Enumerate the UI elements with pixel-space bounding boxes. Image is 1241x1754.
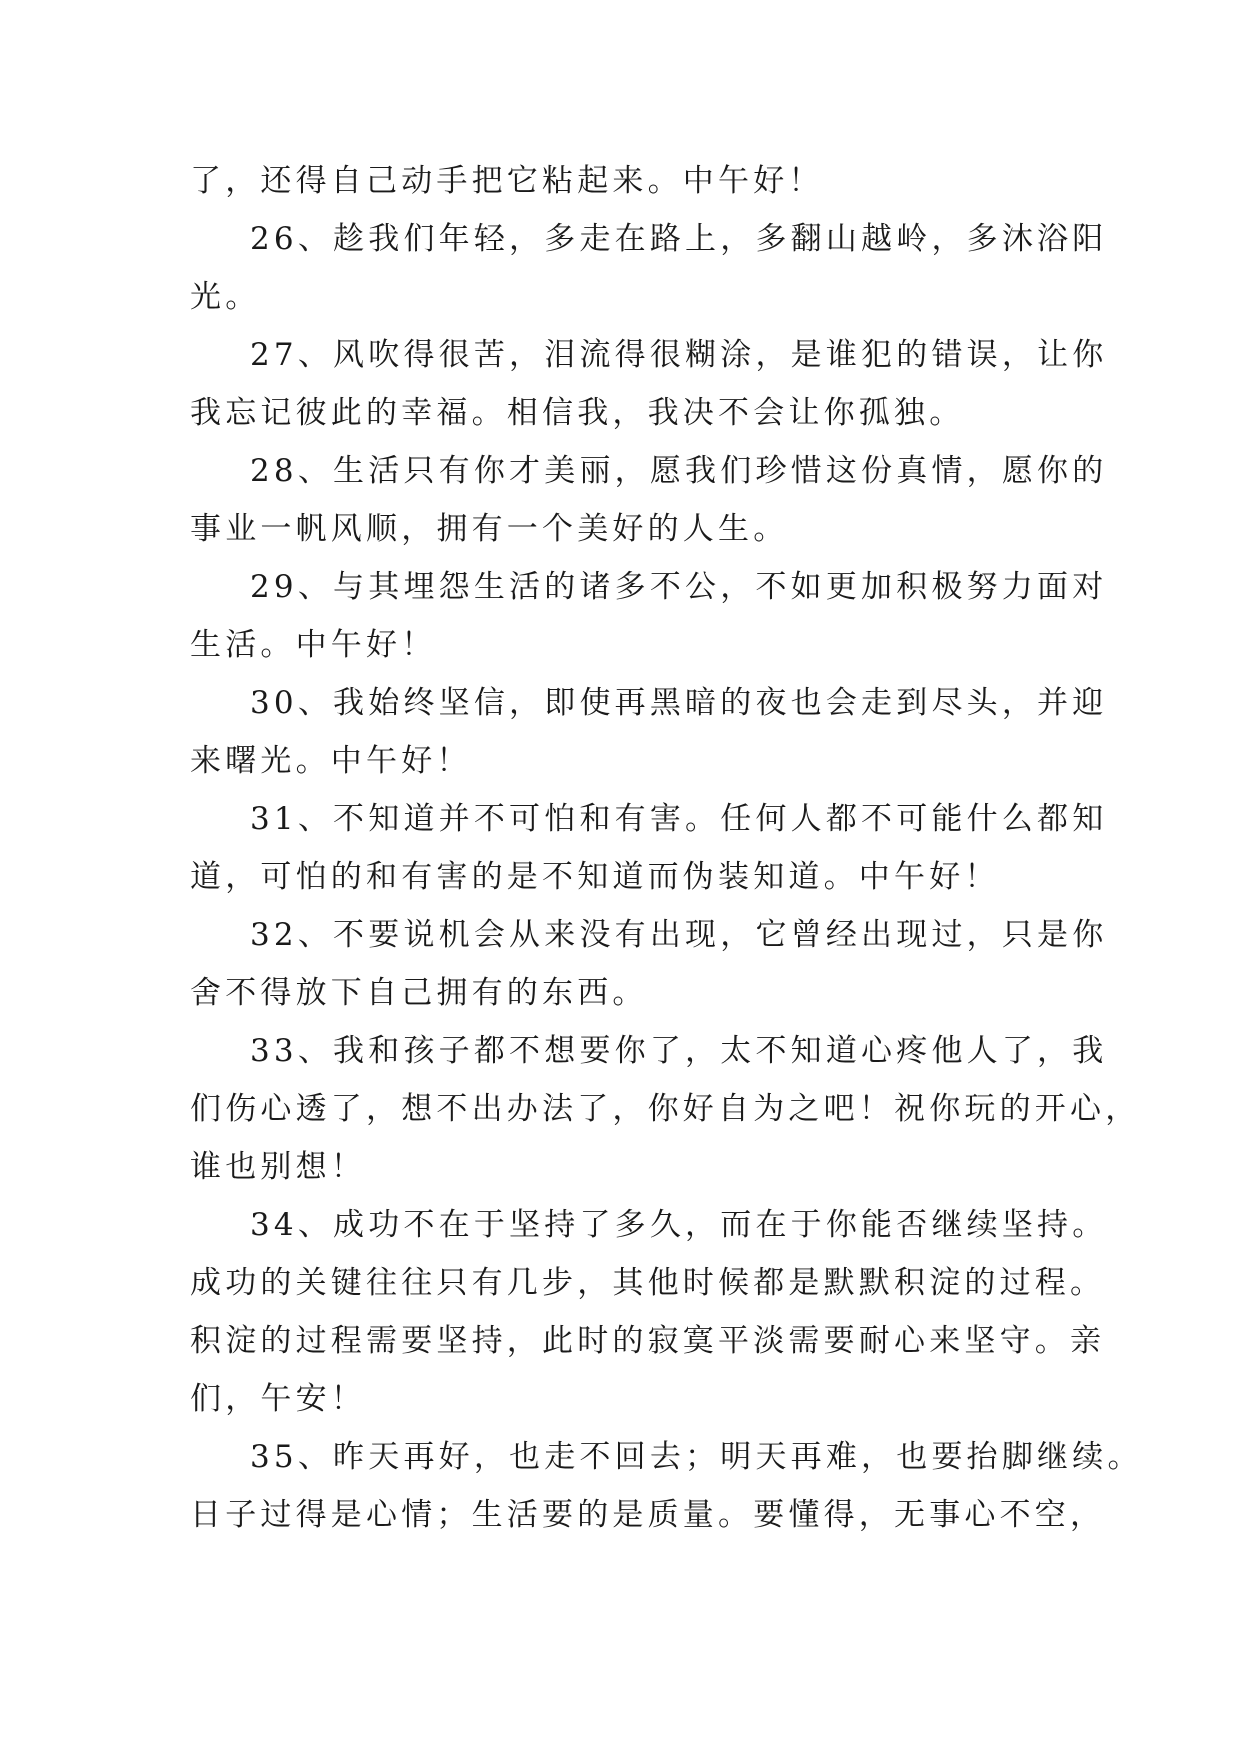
text-line-23: 35、昨天再好，也走不回去；明天再难，也要抬脚继续。 xyxy=(250,1439,1143,1475)
text-line-1: 了，还得自己动手把它粘起来。中午好！ xyxy=(190,163,824,199)
text-line-20: 成功的关键往往只有几步，其他时候都是默默积淀的过程。 xyxy=(190,1265,1106,1301)
text-line-21: 积淀的过程需要坚持，此时的寂寞平淡需要耐心来坚守。亲 xyxy=(190,1323,1106,1359)
text-line-13: 道，可怕的和有害的是不知道而伪装知道。中午好！ xyxy=(190,859,1000,895)
document-page xyxy=(190,152,1143,1544)
text-line-4: 27、风吹得很苦，泪流得很糊涂，是谁犯的错误，让你 xyxy=(250,337,1108,373)
text-line-11: 来曙光。中午好！ xyxy=(190,743,472,779)
text-line-17: 们伤心透了，想不出办法了，你好自为之吧！祝你玩的开心， xyxy=(190,1091,1141,1127)
text-line-16: 33、我和孩子都不想要你了，太不知道心疼他人了，我 xyxy=(250,1033,1108,1069)
text-line-5: 我忘记彼此的幸福。相信我，我决不会让你孤独。 xyxy=(190,395,965,431)
text-line-12: 31、不知道并不可怕和有害。任何人都不可能什么都知 xyxy=(250,801,1108,837)
text-line-19: 34、成功不在于坚持了多久，而在于你能否继续坚持。 xyxy=(250,1207,1108,1243)
text-line-9: 生活。中午好！ xyxy=(190,627,437,663)
text-line-18: 谁也别想！ xyxy=(190,1149,366,1185)
text-line-22: 们，午安！ xyxy=(190,1381,366,1417)
text-line-8: 29、与其埋怨生活的诸多不公，不如更加积极努力面对 xyxy=(250,569,1108,605)
text-line-7: 事业一帆风顺，拥有一个美好的人生。 xyxy=(190,511,789,547)
text-line-14: 32、不要说机会从来没有出现，它曾经出现过，只是你 xyxy=(250,917,1108,953)
text-line-2: 26、趁我们年轻，多走在路上，多翻山越岭，多沐浴阳 xyxy=(250,221,1108,257)
text-line-24: 日子过得是心情；生活要的是质量。要懂得，无事心不空， xyxy=(190,1497,1106,1533)
text-line-15: 舍不得放下自己拥有的东西。 xyxy=(190,975,648,1011)
text-line-3: 光。 xyxy=(190,279,261,315)
text-line-6: 28、生活只有你才美丽，愿我们珍惜这份真情，愿你的 xyxy=(250,453,1108,489)
text-line-10: 30、我始终坚信，即使再黑暗的夜也会走到尽头，并迎 xyxy=(250,685,1108,721)
